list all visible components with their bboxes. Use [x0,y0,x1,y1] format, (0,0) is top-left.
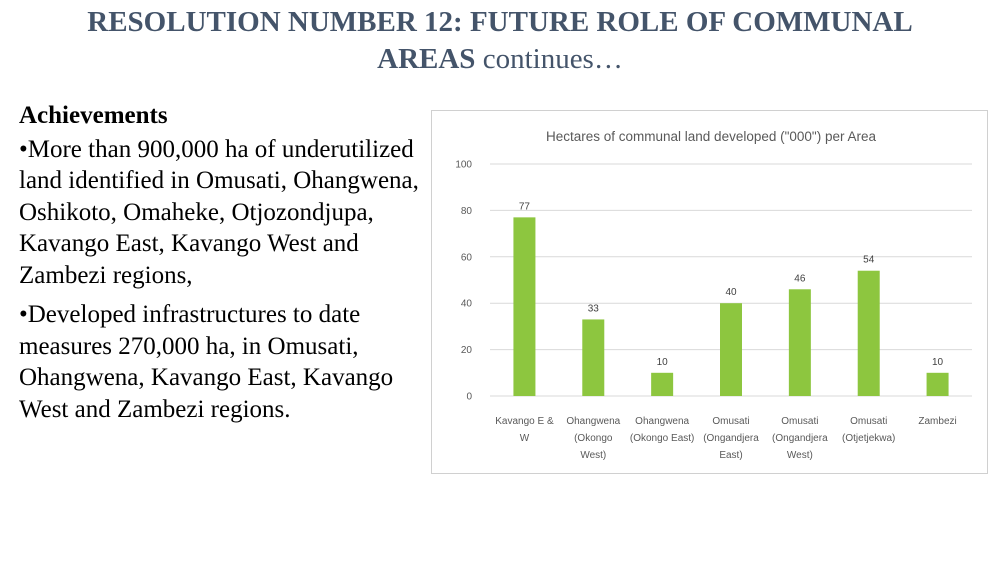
y-tick-label: 40 [460,298,472,310]
x-category-label: West) [580,450,607,461]
bar-chart [431,110,988,474]
bar [927,373,949,396]
x-category-label: West) [786,450,813,461]
y-tick-label: 100 [455,159,472,171]
data-label: 10 [932,356,944,368]
x-category-label: Omusati [712,416,750,427]
data-label: 33 [587,303,599,315]
chart-canvas [432,111,987,473]
x-category-label: Zambezi [918,416,957,427]
x-category-label: (Okongo East) [629,433,695,444]
x-category-label: W [519,433,530,444]
data-label: 10 [656,356,668,368]
data-label: 77 [518,201,530,213]
slide-title-areas: AREAS [377,43,476,75]
achievements-text [19,100,419,433]
data-label: 46 [794,273,806,285]
slide-title-line2 [0,41,1000,78]
slide-title [0,4,1000,78]
slide-title-suffix: continues… [475,43,623,75]
achievements-heading: Achievements [19,102,168,129]
y-tick-label: 80 [460,205,472,217]
x-category-label: Ohangwena [635,416,690,427]
x-category-label: Kavango E & [495,416,554,427]
x-category-label: East) [719,450,743,461]
bullet-item: •More than 900,000 ha of underutilized land identified in Omusati, Ohangwena, Oshikoto, Omaheke, Otjozondjupa, Kavango East, Kavango West and Zambezi regions, [19,135,419,289]
bullet-item: •Developed infrastructures to date measures 270,000 ha, in Omusati, Ohangwena, Kavango East, Kavango West and Zambezi regions. [19,301,394,423]
bar [720,303,742,396]
x-category-label: (Ongandjera [703,433,759,444]
bar [513,217,535,396]
y-tick-label: 60 [460,252,472,264]
bar [651,373,673,396]
bar [582,319,604,396]
chart-title: Hectares of communal land developed ("000") per Area [545,129,877,144]
x-category-label: (Okongo [574,433,613,444]
slide-title-line1: RESOLUTION NUMBER 12: FUTURE ROLE OF COMMUNAL [87,6,913,38]
data-label: 40 [725,287,737,299]
bar [858,271,880,396]
bar [789,289,811,396]
x-category-label: (Ongandjera [772,433,828,444]
y-tick-label: 0 [466,391,472,403]
x-category-label: (Otjetjekwa) [842,433,896,444]
x-category-label: Omusati [781,416,819,427]
x-category-label: Omusati [850,416,888,427]
x-category-label: Ohangwena [566,416,621,427]
y-tick-label: 20 [460,345,472,357]
data-label: 54 [863,254,875,266]
